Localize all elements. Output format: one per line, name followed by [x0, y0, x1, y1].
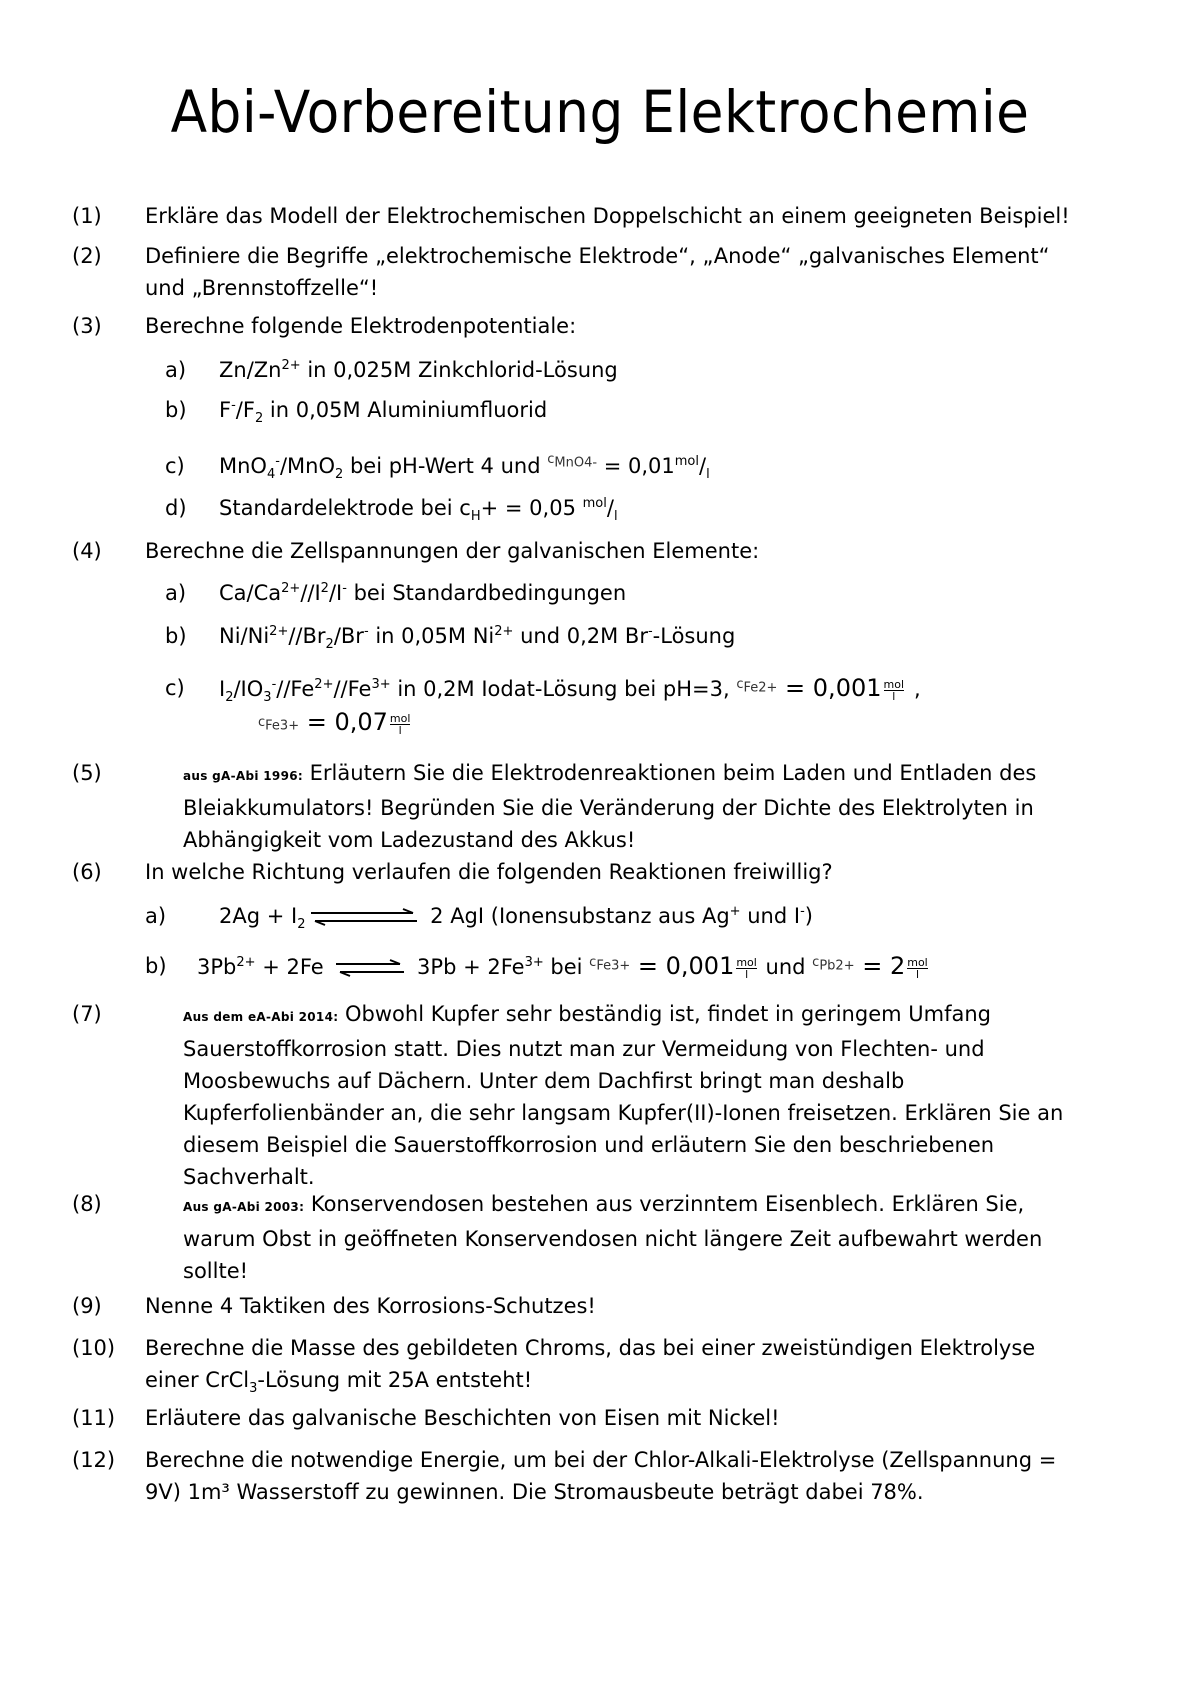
subitem-text: $I_2/IO_3^-//Fe^{2+}//Fe^{3+}$ in 0,2M Iodat-Lösung bei pH=3, $^{c_{Fe2+}}$ = 0,001 $\frac{\text{mol}}{l}$ ,: [219, 674, 921, 706]
question-text: Aus dem eA-Abi 2014: Obwohl Kupfer sehr beständig ist, findet in geringem Umfang Sauerstoffkorrosion statt. Dies nutzt man zur Vermeidung von Flechten- und Moosbewuchs auf Dächern. Unter dem Dachfirst bringt man deshalb Kupferfolienbänder an, die sehr langsam Kupfer(II)-Ionen freisetzen. Erklären Sie an diesem Beispiel die Sauerstoffkorrosion und erläutern Sie den beschriebenen Sachverhalt.: [183, 1002, 1064, 1189]
question-text: Berechne die notwendige Energie, um bei der Chlor-Alkali-Elektrolyse (Zellspannung = 9V) 1m³ Wasserstoff zu gewinnen. Die Stromausbeute beträgt dabei 78%.: [145, 1448, 1057, 1504]
question-number: (8): [72, 1192, 102, 1216]
exam-source: aus gA-Abi 1996:: [183, 769, 303, 783]
question-number: (10): [72, 1336, 116, 1360]
subitem-label: d): [165, 496, 187, 520]
question-number: (6): [72, 860, 102, 884]
question-number: (1): [72, 204, 102, 228]
page-title: Abi-Vorbereitung Elektrochemie: [170, 78, 1030, 146]
subitem-text: $Ca/Ca^{2+}//I^2/I^-$ bei Standardbedingungen: [219, 581, 627, 605]
exam-source: Aus dem eA-Abi 2014:: [183, 1010, 339, 1024]
subitem-text: $F^-/F_2$ in 0,05M Aluminiumfluorid: [219, 398, 548, 427]
subitem-label: c): [165, 454, 185, 478]
subitem-label: b): [145, 954, 167, 978]
subitem-label: b): [165, 398, 187, 422]
question-text: Nenne 4 Taktiken des Korrosions-Schutzes!: [145, 1294, 596, 1318]
question-number: (11): [72, 1406, 116, 1430]
question-number: (7): [72, 1002, 102, 1026]
question-number: (5): [72, 761, 102, 785]
question-text: In welche Richtung verlaufen die folgenden Reaktionen freiwillig?: [145, 860, 833, 884]
question-text: Berechne folgende Elektrodenpotentiale:: [145, 314, 577, 338]
subitem-label: c): [165, 676, 185, 700]
question-text: aus gA-Abi 1996: Erläutern Sie die Elektrodenreaktionen beim Laden und Entladen des Bleiakkumulators! Begründen Sie die Veränderung der Dichte des Elektrolyten in Abhängigkeit vom Ladezustand des Akkus!: [183, 761, 1037, 852]
subitem-label: a): [165, 358, 187, 382]
subitem-label: b): [165, 624, 187, 648]
question-number: (12): [72, 1448, 116, 1472]
question-text: Aus gA-Abi 2003: Konservendosen bestehen aus verzinntem Eisenblech. Erklären Sie, warum Obst in geöffneten Konservendosen nicht längere Zeit aufbewahrt werden sollte!: [183, 1192, 1043, 1283]
question-number: (3): [72, 314, 102, 338]
subitem-text: $3Pb^{2+} + 2Fe$ $3Pb + 2Fe^{3+}$ bei $^{c_{Fe3+}}$ = 0,001 $\frac{\text{mol}}{l}$ und $^{c_{Pb2+}}$ = 2 $\frac{\text{mol}}{l}$: [197, 952, 928, 981]
question-text: Erläutere das galvanische Beschichten von Eisen mit Nickel!: [145, 1406, 780, 1430]
question-number: (9): [72, 1294, 102, 1318]
concentration-symbol: cMnO4-: [547, 452, 598, 471]
subitem-text: Standardelektrode bei $c_H+ = 0,05$ $^{mol}/_l$: [219, 496, 618, 525]
question-number: (4): [72, 539, 102, 563]
subitem-text: $2Ag + I_2$ 2 AgI (Ionensubstanz aus Ag+ und I-): [219, 904, 813, 933]
question-text: Berechne die Zellspannungen der galvanischen Elemente:: [145, 539, 760, 563]
question-text: [145, 240, 1145, 304]
subitem-text: MnO$_4$-/MnO$_2$ bei pH-Wert 4 und $^{c_{MnO4-}} = 0,01^{mol}/_l$: [219, 452, 710, 483]
subitem-text: $Zn/Zn^{2+}$ in 0,025M Zinkchlorid-Lösung: [219, 358, 618, 382]
subitem-text: $c_{Fe3+} = 0,07$ $\frac{\text{mol}}{l}$: [258, 708, 411, 737]
equilibrium-arrow-icon: [309, 908, 419, 926]
equilibrium-arrow-icon: [334, 959, 406, 977]
text-line: Definiere die Begriffe „elektrochemische Elektrode“, „Anode“ „galvanisches Element“: [145, 244, 1050, 268]
question-number: (2): [72, 244, 102, 268]
subitem-label: a): [165, 581, 187, 605]
question-text: Erkläre das Modell der Elektrochemischen Doppelschicht an einem geeigneten Beispiel!: [145, 204, 1070, 228]
question-text: Berechne die Masse des gebildeten Chroms, das bei einer zweistündigen Elektrolyse einer CrCl$_3$-Lösung mit 25A entsteht!: [145, 1336, 1036, 1397]
exam-source: Aus gA-Abi 2003:: [183, 1200, 305, 1214]
subitem-text: $Ni/Ni^{2+}//Br_2/Br^-$ in 0,05M $Ni^{2+}$ und 0,2M Br--Lösung: [219, 624, 736, 653]
text-line: und „Brennstoffzelle“!: [145, 276, 379, 300]
subitem-label: a): [145, 904, 167, 928]
